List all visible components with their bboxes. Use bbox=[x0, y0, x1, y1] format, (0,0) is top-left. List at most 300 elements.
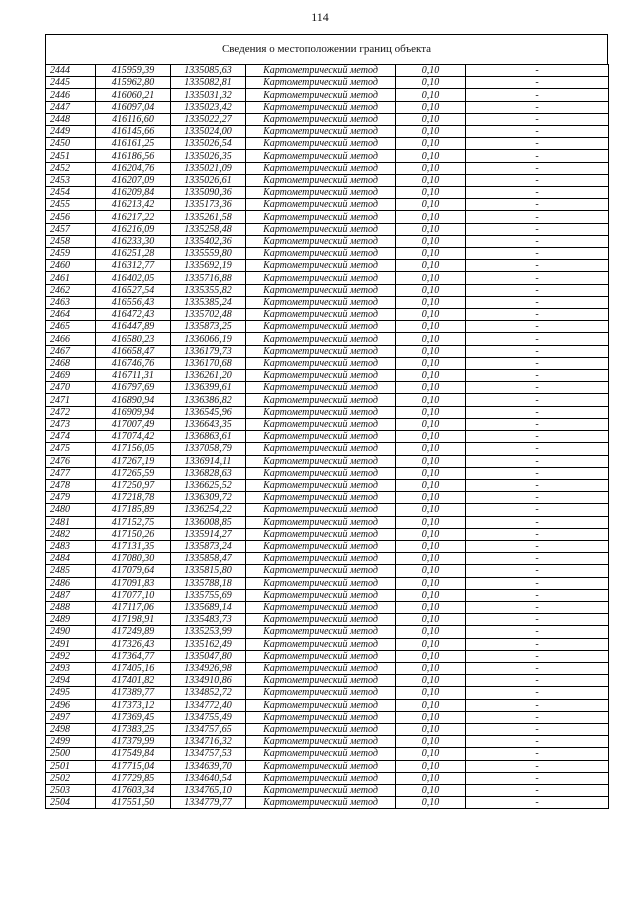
method-cell: Картометрический метод bbox=[246, 650, 396, 662]
description-cell: - bbox=[466, 748, 609, 760]
description-cell: - bbox=[466, 723, 609, 735]
accuracy-cell: 0,10 bbox=[396, 455, 466, 467]
method-cell: Картометрический метод bbox=[246, 760, 396, 772]
y-coordinate-cell: 1335692,19 bbox=[171, 260, 246, 272]
y-coordinate-cell: 1335873,24 bbox=[171, 540, 246, 552]
description-cell: - bbox=[466, 223, 609, 235]
table-row bbox=[46, 711, 609, 723]
y-coordinate-cell: 1334755,49 bbox=[171, 711, 246, 723]
description-cell: - bbox=[466, 797, 609, 809]
point-number-cell: 2477 bbox=[46, 467, 96, 479]
x-coordinate-cell: 417150,26 bbox=[96, 528, 171, 540]
accuracy-cell: 0,10 bbox=[396, 516, 466, 528]
description-cell: - bbox=[466, 553, 609, 565]
table-row bbox=[46, 65, 609, 77]
x-coordinate-cell: 417551,50 bbox=[96, 797, 171, 809]
method-cell: Картометрический метод bbox=[246, 284, 396, 296]
accuracy-cell: 0,10 bbox=[396, 77, 466, 89]
y-coordinate-cell: 1335755,69 bbox=[171, 589, 246, 601]
x-coordinate-cell: 416213,42 bbox=[96, 199, 171, 211]
description-cell: - bbox=[466, 138, 609, 150]
description-cell: - bbox=[466, 455, 609, 467]
point-number-cell: 2496 bbox=[46, 699, 96, 711]
table-row bbox=[46, 284, 609, 296]
table-row bbox=[46, 431, 609, 443]
table-row bbox=[46, 650, 609, 662]
point-number-cell: 2465 bbox=[46, 321, 96, 333]
x-coordinate-cell: 415959,39 bbox=[96, 65, 171, 77]
x-coordinate-cell: 416251,28 bbox=[96, 248, 171, 260]
description-cell: - bbox=[466, 260, 609, 272]
point-number-cell: 2448 bbox=[46, 113, 96, 125]
description-cell: - bbox=[466, 492, 609, 504]
accuracy-cell: 0,10 bbox=[396, 565, 466, 577]
y-coordinate-cell: 1336254,22 bbox=[171, 504, 246, 516]
description-cell: - bbox=[466, 614, 609, 626]
x-coordinate-cell: 416402,05 bbox=[96, 272, 171, 284]
y-coordinate-cell: 1334757,53 bbox=[171, 748, 246, 760]
y-coordinate-cell: 1335173,36 bbox=[171, 199, 246, 211]
method-cell: Картометрический метод bbox=[246, 126, 396, 138]
accuracy-cell: 0,10 bbox=[396, 272, 466, 284]
point-number-cell: 2500 bbox=[46, 748, 96, 760]
y-coordinate-cell: 1336914,11 bbox=[171, 455, 246, 467]
description-cell: - bbox=[466, 357, 609, 369]
accuracy-cell: 0,10 bbox=[396, 211, 466, 223]
x-coordinate-cell: 416204,76 bbox=[96, 162, 171, 174]
x-coordinate-cell: 416711,31 bbox=[96, 370, 171, 382]
x-coordinate-cell: 417117,06 bbox=[96, 601, 171, 613]
method-cell: Картометрический метод bbox=[246, 626, 396, 638]
description-cell: - bbox=[466, 638, 609, 650]
description-cell: - bbox=[466, 150, 609, 162]
y-coordinate-cell: 1334716,32 bbox=[171, 736, 246, 748]
accuracy-cell: 0,10 bbox=[396, 797, 466, 809]
y-coordinate-cell: 1335261,58 bbox=[171, 211, 246, 223]
x-coordinate-cell: 416580,23 bbox=[96, 333, 171, 345]
description-cell: - bbox=[466, 394, 609, 406]
y-coordinate-cell: 1336545,96 bbox=[171, 406, 246, 418]
method-cell: Картометрический метод bbox=[246, 187, 396, 199]
method-cell: Картометрический метод bbox=[246, 455, 396, 467]
y-coordinate-cell: 1337058,79 bbox=[171, 443, 246, 455]
x-coordinate-cell: 417077,10 bbox=[96, 589, 171, 601]
y-coordinate-cell: 1336828,63 bbox=[171, 467, 246, 479]
table-row bbox=[46, 443, 609, 455]
description-cell: - bbox=[466, 235, 609, 247]
x-coordinate-cell: 417715,04 bbox=[96, 760, 171, 772]
y-coordinate-cell: 1335355,82 bbox=[171, 284, 246, 296]
point-number-cell: 2499 bbox=[46, 736, 96, 748]
point-number-cell: 2450 bbox=[46, 138, 96, 150]
accuracy-cell: 0,10 bbox=[396, 101, 466, 113]
x-coordinate-cell: 417131,35 bbox=[96, 540, 171, 552]
accuracy-cell: 0,10 bbox=[396, 248, 466, 260]
method-cell: Картометрический метод bbox=[246, 150, 396, 162]
point-number-cell: 2452 bbox=[46, 162, 96, 174]
x-coordinate-cell: 416060,21 bbox=[96, 89, 171, 101]
method-cell: Картометрический метод bbox=[246, 296, 396, 308]
x-coordinate-cell: 416527,54 bbox=[96, 284, 171, 296]
point-number-cell: 2481 bbox=[46, 516, 96, 528]
table-row bbox=[46, 723, 609, 735]
description-cell: - bbox=[466, 760, 609, 772]
y-coordinate-cell: 1335026,35 bbox=[171, 150, 246, 162]
method-cell: Картометрический метод bbox=[246, 492, 396, 504]
accuracy-cell: 0,10 bbox=[396, 162, 466, 174]
x-coordinate-cell: 417007,49 bbox=[96, 418, 171, 430]
description-cell: - bbox=[466, 601, 609, 613]
point-number-cell: 2457 bbox=[46, 223, 96, 235]
y-coordinate-cell: 1335022,27 bbox=[171, 113, 246, 125]
description-cell: - bbox=[466, 504, 609, 516]
y-coordinate-cell: 1336386,82 bbox=[171, 394, 246, 406]
point-number-cell: 2453 bbox=[46, 174, 96, 186]
accuracy-cell: 0,10 bbox=[396, 394, 466, 406]
description-cell: - bbox=[466, 626, 609, 638]
method-cell: Картометрический метод bbox=[246, 577, 396, 589]
method-cell: Картометрический метод bbox=[246, 333, 396, 345]
description-cell: - bbox=[466, 345, 609, 357]
y-coordinate-cell: 1335031,32 bbox=[171, 89, 246, 101]
x-coordinate-cell: 417074,42 bbox=[96, 431, 171, 443]
point-number-cell: 2504 bbox=[46, 797, 96, 809]
description-cell: - bbox=[466, 479, 609, 491]
coordinates-table bbox=[45, 64, 609, 809]
description-cell: - bbox=[466, 370, 609, 382]
method-cell: Картометрический метод bbox=[246, 528, 396, 540]
table-row bbox=[46, 479, 609, 491]
x-coordinate-cell: 417152,75 bbox=[96, 516, 171, 528]
table-row bbox=[46, 784, 609, 796]
description-cell: - bbox=[466, 467, 609, 479]
accuracy-cell: 0,10 bbox=[396, 772, 466, 784]
point-number-cell: 2470 bbox=[46, 382, 96, 394]
description-cell: - bbox=[466, 516, 609, 528]
description-cell: - bbox=[466, 711, 609, 723]
accuracy-cell: 0,10 bbox=[396, 760, 466, 772]
y-coordinate-cell: 1334765,10 bbox=[171, 784, 246, 796]
x-coordinate-cell: 416207,09 bbox=[96, 174, 171, 186]
description-cell: - bbox=[466, 589, 609, 601]
x-coordinate-cell: 416556,43 bbox=[96, 296, 171, 308]
method-cell: Картометрический метод bbox=[246, 162, 396, 174]
y-coordinate-cell: 1335162,49 bbox=[171, 638, 246, 650]
table-row bbox=[46, 370, 609, 382]
accuracy-cell: 0,10 bbox=[396, 479, 466, 491]
point-number-cell: 2475 bbox=[46, 443, 96, 455]
table-row bbox=[46, 138, 609, 150]
y-coordinate-cell: 1335047,80 bbox=[171, 650, 246, 662]
method-cell: Картометрический метод bbox=[246, 601, 396, 613]
description-cell: - bbox=[466, 162, 609, 174]
method-cell: Картометрический метод bbox=[246, 443, 396, 455]
x-coordinate-cell: 417603,34 bbox=[96, 784, 171, 796]
x-coordinate-cell: 417389,77 bbox=[96, 687, 171, 699]
x-coordinate-cell: 416909,94 bbox=[96, 406, 171, 418]
y-coordinate-cell: 1335082,81 bbox=[171, 77, 246, 89]
accuracy-cell: 0,10 bbox=[396, 784, 466, 796]
accuracy-cell: 0,10 bbox=[396, 638, 466, 650]
accuracy-cell: 0,10 bbox=[396, 662, 466, 674]
y-coordinate-cell: 1334757,65 bbox=[171, 723, 246, 735]
accuracy-cell: 0,10 bbox=[396, 199, 466, 211]
x-coordinate-cell: 416209,84 bbox=[96, 187, 171, 199]
y-coordinate-cell: 1335023,42 bbox=[171, 101, 246, 113]
x-coordinate-cell: 417249,89 bbox=[96, 626, 171, 638]
method-cell: Картометрический метод bbox=[246, 101, 396, 113]
point-number-cell: 2451 bbox=[46, 150, 96, 162]
x-coordinate-cell: 417369,45 bbox=[96, 711, 171, 723]
x-coordinate-cell: 417549,84 bbox=[96, 748, 171, 760]
table-row bbox=[46, 211, 609, 223]
method-cell: Картометрический метод bbox=[246, 357, 396, 369]
method-cell: Картометрический метод bbox=[246, 699, 396, 711]
y-coordinate-cell: 1335815,80 bbox=[171, 565, 246, 577]
method-cell: Картометрический метод bbox=[246, 504, 396, 516]
table-row bbox=[46, 760, 609, 772]
table-row bbox=[46, 309, 609, 321]
point-number-cell: 2462 bbox=[46, 284, 96, 296]
x-coordinate-cell: 416186,56 bbox=[96, 150, 171, 162]
section-title: Сведения о местоположении границ объекта bbox=[221, 43, 432, 55]
description-cell: - bbox=[466, 675, 609, 687]
x-coordinate-cell: 415962,80 bbox=[96, 77, 171, 89]
point-number-cell: 2449 bbox=[46, 126, 96, 138]
point-number-cell: 2444 bbox=[46, 65, 96, 77]
accuracy-cell: 0,10 bbox=[396, 187, 466, 199]
accuracy-cell: 0,10 bbox=[396, 309, 466, 321]
point-number-cell: 2494 bbox=[46, 675, 96, 687]
accuracy-cell: 0,10 bbox=[396, 235, 466, 247]
method-cell: Картометрический метод bbox=[246, 540, 396, 552]
accuracy-cell: 0,10 bbox=[396, 443, 466, 455]
table-row bbox=[46, 126, 609, 138]
table-row bbox=[46, 492, 609, 504]
point-number-cell: 2498 bbox=[46, 723, 96, 735]
description-cell: - bbox=[466, 89, 609, 101]
point-number-cell: 2473 bbox=[46, 418, 96, 430]
description-cell: - bbox=[466, 187, 609, 199]
point-number-cell: 2445 bbox=[46, 77, 96, 89]
y-coordinate-cell: 1335483,73 bbox=[171, 614, 246, 626]
y-coordinate-cell: 1335024,00 bbox=[171, 126, 246, 138]
method-cell: Картометрический метод bbox=[246, 235, 396, 247]
method-cell: Картометрический метод bbox=[246, 772, 396, 784]
method-cell: Картометрический метод bbox=[246, 614, 396, 626]
x-coordinate-cell: 416097,04 bbox=[96, 101, 171, 113]
accuracy-cell: 0,10 bbox=[396, 150, 466, 162]
x-coordinate-cell: 417080,30 bbox=[96, 553, 171, 565]
accuracy-cell: 0,10 bbox=[396, 601, 466, 613]
point-number-cell: 2483 bbox=[46, 540, 96, 552]
accuracy-cell: 0,10 bbox=[396, 223, 466, 235]
x-coordinate-cell: 416217,22 bbox=[96, 211, 171, 223]
y-coordinate-cell: 1334639,70 bbox=[171, 760, 246, 772]
y-coordinate-cell: 1335788,18 bbox=[171, 577, 246, 589]
point-number-cell: 2461 bbox=[46, 272, 96, 284]
point-number-cell: 2459 bbox=[46, 248, 96, 260]
accuracy-cell: 0,10 bbox=[396, 467, 466, 479]
accuracy-cell: 0,10 bbox=[396, 126, 466, 138]
point-number-cell: 2467 bbox=[46, 345, 96, 357]
description-cell: - bbox=[466, 418, 609, 430]
table-row bbox=[46, 199, 609, 211]
y-coordinate-cell: 1334779,77 bbox=[171, 797, 246, 809]
table-row bbox=[46, 540, 609, 552]
description-cell: - bbox=[466, 321, 609, 333]
table-row bbox=[46, 382, 609, 394]
table-row bbox=[46, 394, 609, 406]
point-number-cell: 2464 bbox=[46, 309, 96, 321]
x-coordinate-cell: 416161,25 bbox=[96, 138, 171, 150]
accuracy-cell: 0,10 bbox=[396, 553, 466, 565]
method-cell: Картометрический метод bbox=[246, 479, 396, 491]
x-coordinate-cell: 417218,78 bbox=[96, 492, 171, 504]
x-coordinate-cell: 417379,99 bbox=[96, 736, 171, 748]
method-cell: Картометрический метод bbox=[246, 309, 396, 321]
description-cell: - bbox=[466, 784, 609, 796]
description-cell: - bbox=[466, 101, 609, 113]
y-coordinate-cell: 1335090,36 bbox=[171, 187, 246, 199]
y-coordinate-cell: 1335858,47 bbox=[171, 553, 246, 565]
method-cell: Картометрический метод bbox=[246, 784, 396, 796]
description-cell: - bbox=[466, 199, 609, 211]
x-coordinate-cell: 417401,82 bbox=[96, 675, 171, 687]
accuracy-cell: 0,10 bbox=[396, 382, 466, 394]
x-coordinate-cell: 417091,83 bbox=[96, 577, 171, 589]
table-row bbox=[46, 272, 609, 284]
description-cell: - bbox=[466, 528, 609, 540]
y-coordinate-cell: 1335716,88 bbox=[171, 272, 246, 284]
description-cell: - bbox=[466, 65, 609, 77]
point-number-cell: 2490 bbox=[46, 626, 96, 638]
x-coordinate-cell: 417198,91 bbox=[96, 614, 171, 626]
point-number-cell: 2471 bbox=[46, 394, 96, 406]
point-number-cell: 2482 bbox=[46, 528, 96, 540]
table-row bbox=[46, 638, 609, 650]
accuracy-cell: 0,10 bbox=[396, 333, 466, 345]
y-coordinate-cell: 1335702,48 bbox=[171, 309, 246, 321]
x-coordinate-cell: 417364,77 bbox=[96, 650, 171, 662]
accuracy-cell: 0,10 bbox=[396, 260, 466, 272]
x-coordinate-cell: 416145,66 bbox=[96, 126, 171, 138]
table-row bbox=[46, 150, 609, 162]
table-row bbox=[46, 321, 609, 333]
description-cell: - bbox=[466, 443, 609, 455]
accuracy-cell: 0,10 bbox=[396, 321, 466, 333]
x-coordinate-cell: 417185,89 bbox=[96, 504, 171, 516]
point-number-cell: 2454 bbox=[46, 187, 96, 199]
y-coordinate-cell: 1334852,72 bbox=[171, 687, 246, 699]
y-coordinate-cell: 1335402,36 bbox=[171, 235, 246, 247]
point-number-cell: 2492 bbox=[46, 650, 96, 662]
x-coordinate-cell: 416447,89 bbox=[96, 321, 171, 333]
accuracy-cell: 0,10 bbox=[396, 675, 466, 687]
method-cell: Картометрический метод bbox=[246, 345, 396, 357]
method-cell: Картометрический метод bbox=[246, 223, 396, 235]
point-number-cell: 2478 bbox=[46, 479, 96, 491]
method-cell: Картометрический метод bbox=[246, 467, 396, 479]
method-cell: Картометрический метод bbox=[246, 77, 396, 89]
point-number-cell: 2497 bbox=[46, 711, 96, 723]
point-number-cell: 2503 bbox=[46, 784, 96, 796]
method-cell: Картометрический метод bbox=[246, 516, 396, 528]
point-number-cell: 2479 bbox=[46, 492, 96, 504]
method-cell: Картометрический метод bbox=[246, 174, 396, 186]
y-coordinate-cell: 1335253,99 bbox=[171, 626, 246, 638]
accuracy-cell: 0,10 bbox=[396, 589, 466, 601]
point-number-cell: 2456 bbox=[46, 211, 96, 223]
accuracy-cell: 0,10 bbox=[396, 528, 466, 540]
accuracy-cell: 0,10 bbox=[396, 687, 466, 699]
accuracy-cell: 0,10 bbox=[396, 431, 466, 443]
method-cell: Картометрический метод bbox=[246, 394, 396, 406]
accuracy-cell: 0,10 bbox=[396, 540, 466, 552]
accuracy-cell: 0,10 bbox=[396, 723, 466, 735]
table-row bbox=[46, 77, 609, 89]
y-coordinate-cell: 1336179,73 bbox=[171, 345, 246, 357]
y-coordinate-cell: 1336863,61 bbox=[171, 431, 246, 443]
table-row bbox=[46, 614, 609, 626]
point-number-cell: 2495 bbox=[46, 687, 96, 699]
method-cell: Картометрический метод bbox=[246, 736, 396, 748]
y-coordinate-cell: 1334926,98 bbox=[171, 662, 246, 674]
description-cell: - bbox=[466, 736, 609, 748]
x-coordinate-cell: 417265,59 bbox=[96, 467, 171, 479]
accuracy-cell: 0,10 bbox=[396, 736, 466, 748]
y-coordinate-cell: 1336066,19 bbox=[171, 333, 246, 345]
y-coordinate-cell: 1336008,85 bbox=[171, 516, 246, 528]
x-coordinate-cell: 417250,97 bbox=[96, 479, 171, 491]
method-cell: Картометрический метод bbox=[246, 589, 396, 601]
y-coordinate-cell: 1335026,54 bbox=[171, 138, 246, 150]
method-cell: Картометрический метод bbox=[246, 418, 396, 430]
method-cell: Картометрический метод bbox=[246, 406, 396, 418]
method-cell: Картометрический метод bbox=[246, 748, 396, 760]
method-cell: Картометрический метод bbox=[246, 553, 396, 565]
method-cell: Картометрический метод bbox=[246, 565, 396, 577]
table-row bbox=[46, 113, 609, 125]
accuracy-cell: 0,10 bbox=[396, 284, 466, 296]
description-cell: - bbox=[466, 296, 609, 308]
table-row bbox=[46, 577, 609, 589]
method-cell: Картометрический метод bbox=[246, 711, 396, 723]
table-row bbox=[46, 235, 609, 247]
description-cell: - bbox=[466, 565, 609, 577]
method-cell: Картометрический метод bbox=[246, 65, 396, 77]
method-cell: Картометрический метод bbox=[246, 138, 396, 150]
point-number-cell: 2484 bbox=[46, 553, 96, 565]
point-number-cell: 2472 bbox=[46, 406, 96, 418]
method-cell: Картометрический метод bbox=[246, 797, 396, 809]
description-cell: - bbox=[466, 284, 609, 296]
x-coordinate-cell: 417405,16 bbox=[96, 662, 171, 674]
table-row bbox=[46, 601, 609, 613]
x-coordinate-cell: 417326,43 bbox=[96, 638, 171, 650]
table-row bbox=[46, 162, 609, 174]
accuracy-cell: 0,10 bbox=[396, 89, 466, 101]
x-coordinate-cell: 416216,09 bbox=[96, 223, 171, 235]
accuracy-cell: 0,10 bbox=[396, 296, 466, 308]
method-cell: Картометрический метод bbox=[246, 248, 396, 260]
point-number-cell: 2491 bbox=[46, 638, 96, 650]
x-coordinate-cell: 417373,12 bbox=[96, 699, 171, 711]
point-number-cell: 2489 bbox=[46, 614, 96, 626]
table-row bbox=[46, 260, 609, 272]
table-row bbox=[46, 626, 609, 638]
description-cell: - bbox=[466, 333, 609, 345]
